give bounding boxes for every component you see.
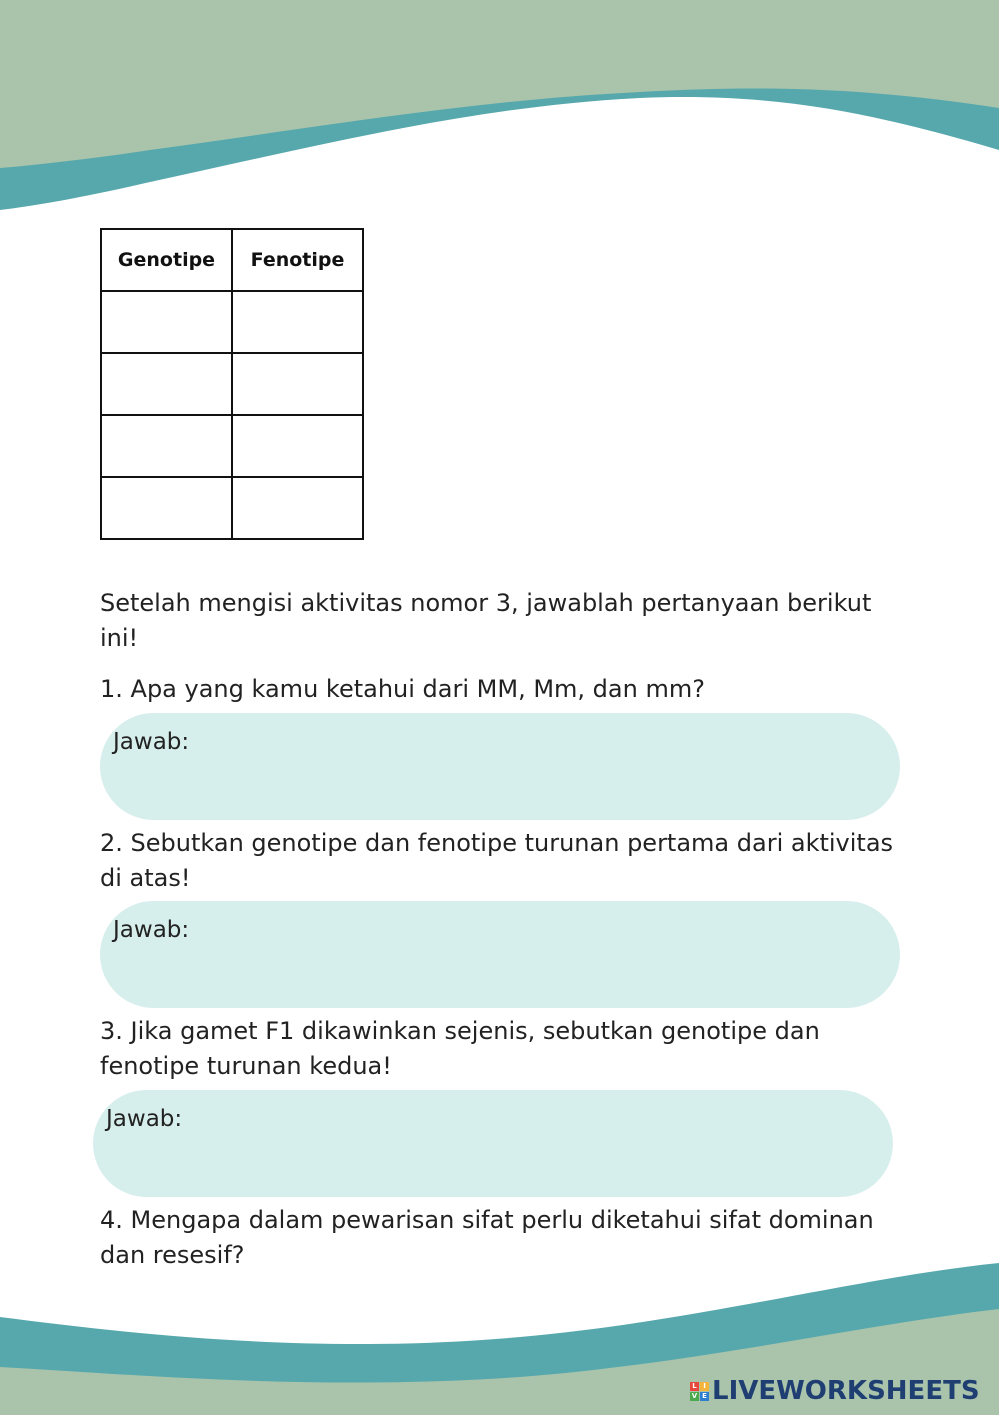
top-wave-decoration bbox=[0, 0, 999, 215]
logo-mark-letter: I bbox=[700, 1382, 709, 1391]
answer-label-3: Jawab: bbox=[106, 1106, 183, 1132]
table-row bbox=[101, 415, 363, 477]
question-3-text: 3. Jika gamet F1 dikawinkan sejenis, sebutkan genotipe dan fenotipe turunan kedua! bbox=[100, 1017, 820, 1080]
logo-mark-letter: L bbox=[690, 1382, 699, 1391]
table-row bbox=[101, 353, 363, 415]
genotipe-cell[interactable] bbox=[101, 291, 232, 353]
genotipe-cell[interactable] bbox=[101, 353, 232, 415]
table-row bbox=[101, 477, 363, 539]
table-row bbox=[101, 291, 363, 353]
genotipe-cell[interactable] bbox=[101, 477, 232, 539]
genotype-phenotype-table bbox=[100, 228, 364, 540]
logo-mark-icon bbox=[690, 1382, 709, 1401]
logo-mark-letter: E bbox=[700, 1392, 709, 1401]
logo-mark-letter: V bbox=[691, 1391, 698, 1400]
question-1-text: 1. Apa yang kamu ketahui dari MM, Mm, dan mm? bbox=[100, 675, 705, 703]
fenotipe-cell[interactable] bbox=[232, 415, 363, 477]
liveworksheets-logo[interactable] bbox=[690, 1373, 980, 1409]
answer-box-1[interactable] bbox=[100, 713, 900, 820]
logo-text: LIVEWORKSHEETS bbox=[712, 1376, 980, 1406]
answer-label-1: Jawab: bbox=[113, 729, 190, 755]
answer-box-3[interactable] bbox=[93, 1090, 893, 1197]
answer-label-2: Jawab: bbox=[113, 917, 190, 943]
genotipe-cell[interactable] bbox=[101, 415, 232, 477]
fenotipe-cell[interactable] bbox=[232, 291, 363, 353]
column-header-genotipe: Genotipe bbox=[101, 229, 232, 291]
question-2-text: 2. Sebutkan genotipe dan fenotipe turunan pertama dari aktivitas di atas! bbox=[100, 829, 894, 892]
top-wave-sage bbox=[0, 0, 999, 168]
fenotipe-cell[interactable] bbox=[232, 353, 363, 415]
column-header-fenotipe: Fenotipe bbox=[232, 229, 363, 291]
table-header-row bbox=[101, 229, 363, 291]
instruction-text: Setelah mengisi aktivitas nomor 3, jawablah pertanyaan berikut ini! bbox=[100, 589, 872, 652]
question-4-text: 4. Mengapa dalam pewarisan sifat perlu diketahui sifat dominan dan resesif? bbox=[100, 1206, 874, 1269]
answer-box-2[interactable] bbox=[100, 901, 900, 1008]
fenotipe-cell[interactable] bbox=[232, 477, 363, 539]
